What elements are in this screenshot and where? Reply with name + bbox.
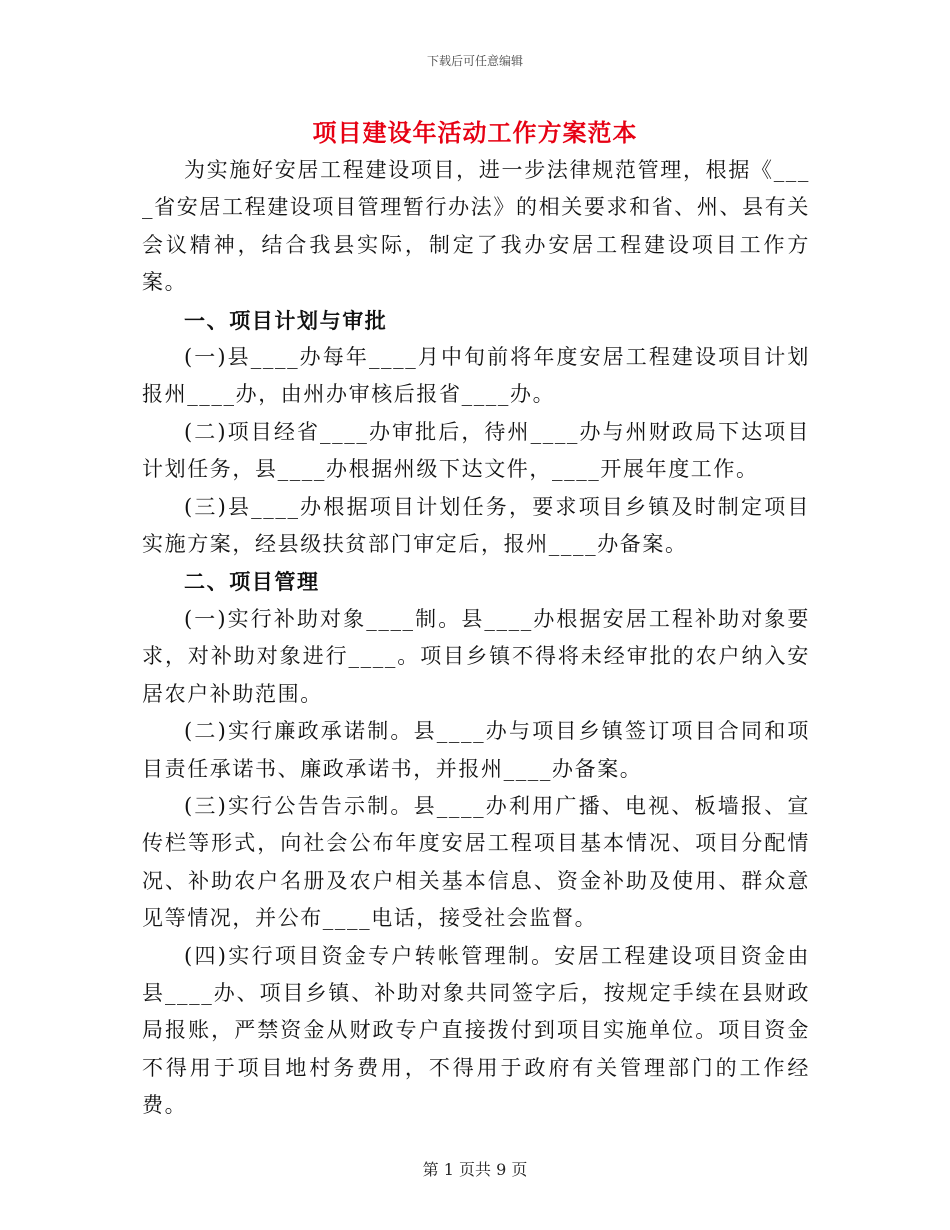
section-1-paragraph-2: (二)项目经省____办审批后，待州____办与州财政局下达项目计划任务，县____办根据州级下达文件，____开展年度工作。 [142, 419, 810, 482]
section-heading-2: 二、项目管理 [184, 569, 320, 595]
section-heading-1: 一、项目计划与审批 [184, 307, 388, 333]
header-note: 下载后可任意编辑 [426, 54, 523, 68]
section-2-paragraph-3: (三)实行公告告示制。县____办利用广播、电视、板墙报、宣传栏等形式，向社会公布年度安居工程项目基本情况、项目分配情况、补助农户名册及农户相关基本信息、资金补助及使用、群众意见等情况，并公布____电话，接受社会监督。 [142, 793, 810, 931]
intro-paragraph: 为实施好安居工程建设项目，进一步法律规范管理，根据《____省安居工程建设项目管理暂行办法》的相关要求和省、州、县有关会议精神，结合我县实际，制定了我办安居工程建设项目工作方案。 [142, 158, 810, 295]
section-2-paragraph-4: (四)实行项目资金专户转帐管理制。安居工程建设项目资金由县____办、项目乡镇、补助对象共同签字后，按规定手续在县财政局报账，严禁资金从财政专户直接拨付到项目实施单位。项目资金不得用于项目地村务费用，不得用于政府有关管理部门的工作经费。 [142, 943, 810, 1118]
page-number: 第 1 页共 9 页 [422, 1160, 528, 1179]
section-2-paragraph-1: (一)实行补助对象____制。县____办根据安居工程补助对象要求，对补助对象进行____。项目乡镇不得将未经审批的农户纳入安居农户补助范围。 [142, 606, 810, 706]
section-2-paragraph-2: (二)实行廉政承诺制。县____办与项目乡镇签订项目合同和项目责任承诺书、廉政承诺书，并报州____办备案。 [142, 719, 810, 781]
document-body [142, 152, 810, 1125]
section-1-paragraph-3: (三)县____办根据项目计划任务，要求项目乡镇及时制定项目实施方案，经县级扶贫部门审定后，报州____办备案。 [142, 494, 810, 557]
section-1-paragraph-1: (一)县____办每年____月中旬前将年度安居工程建设项目计划报州____办，由州办审核后报省____办。 [142, 345, 810, 407]
document-title: 项目建设年活动工作方案范本 [312, 118, 638, 147]
